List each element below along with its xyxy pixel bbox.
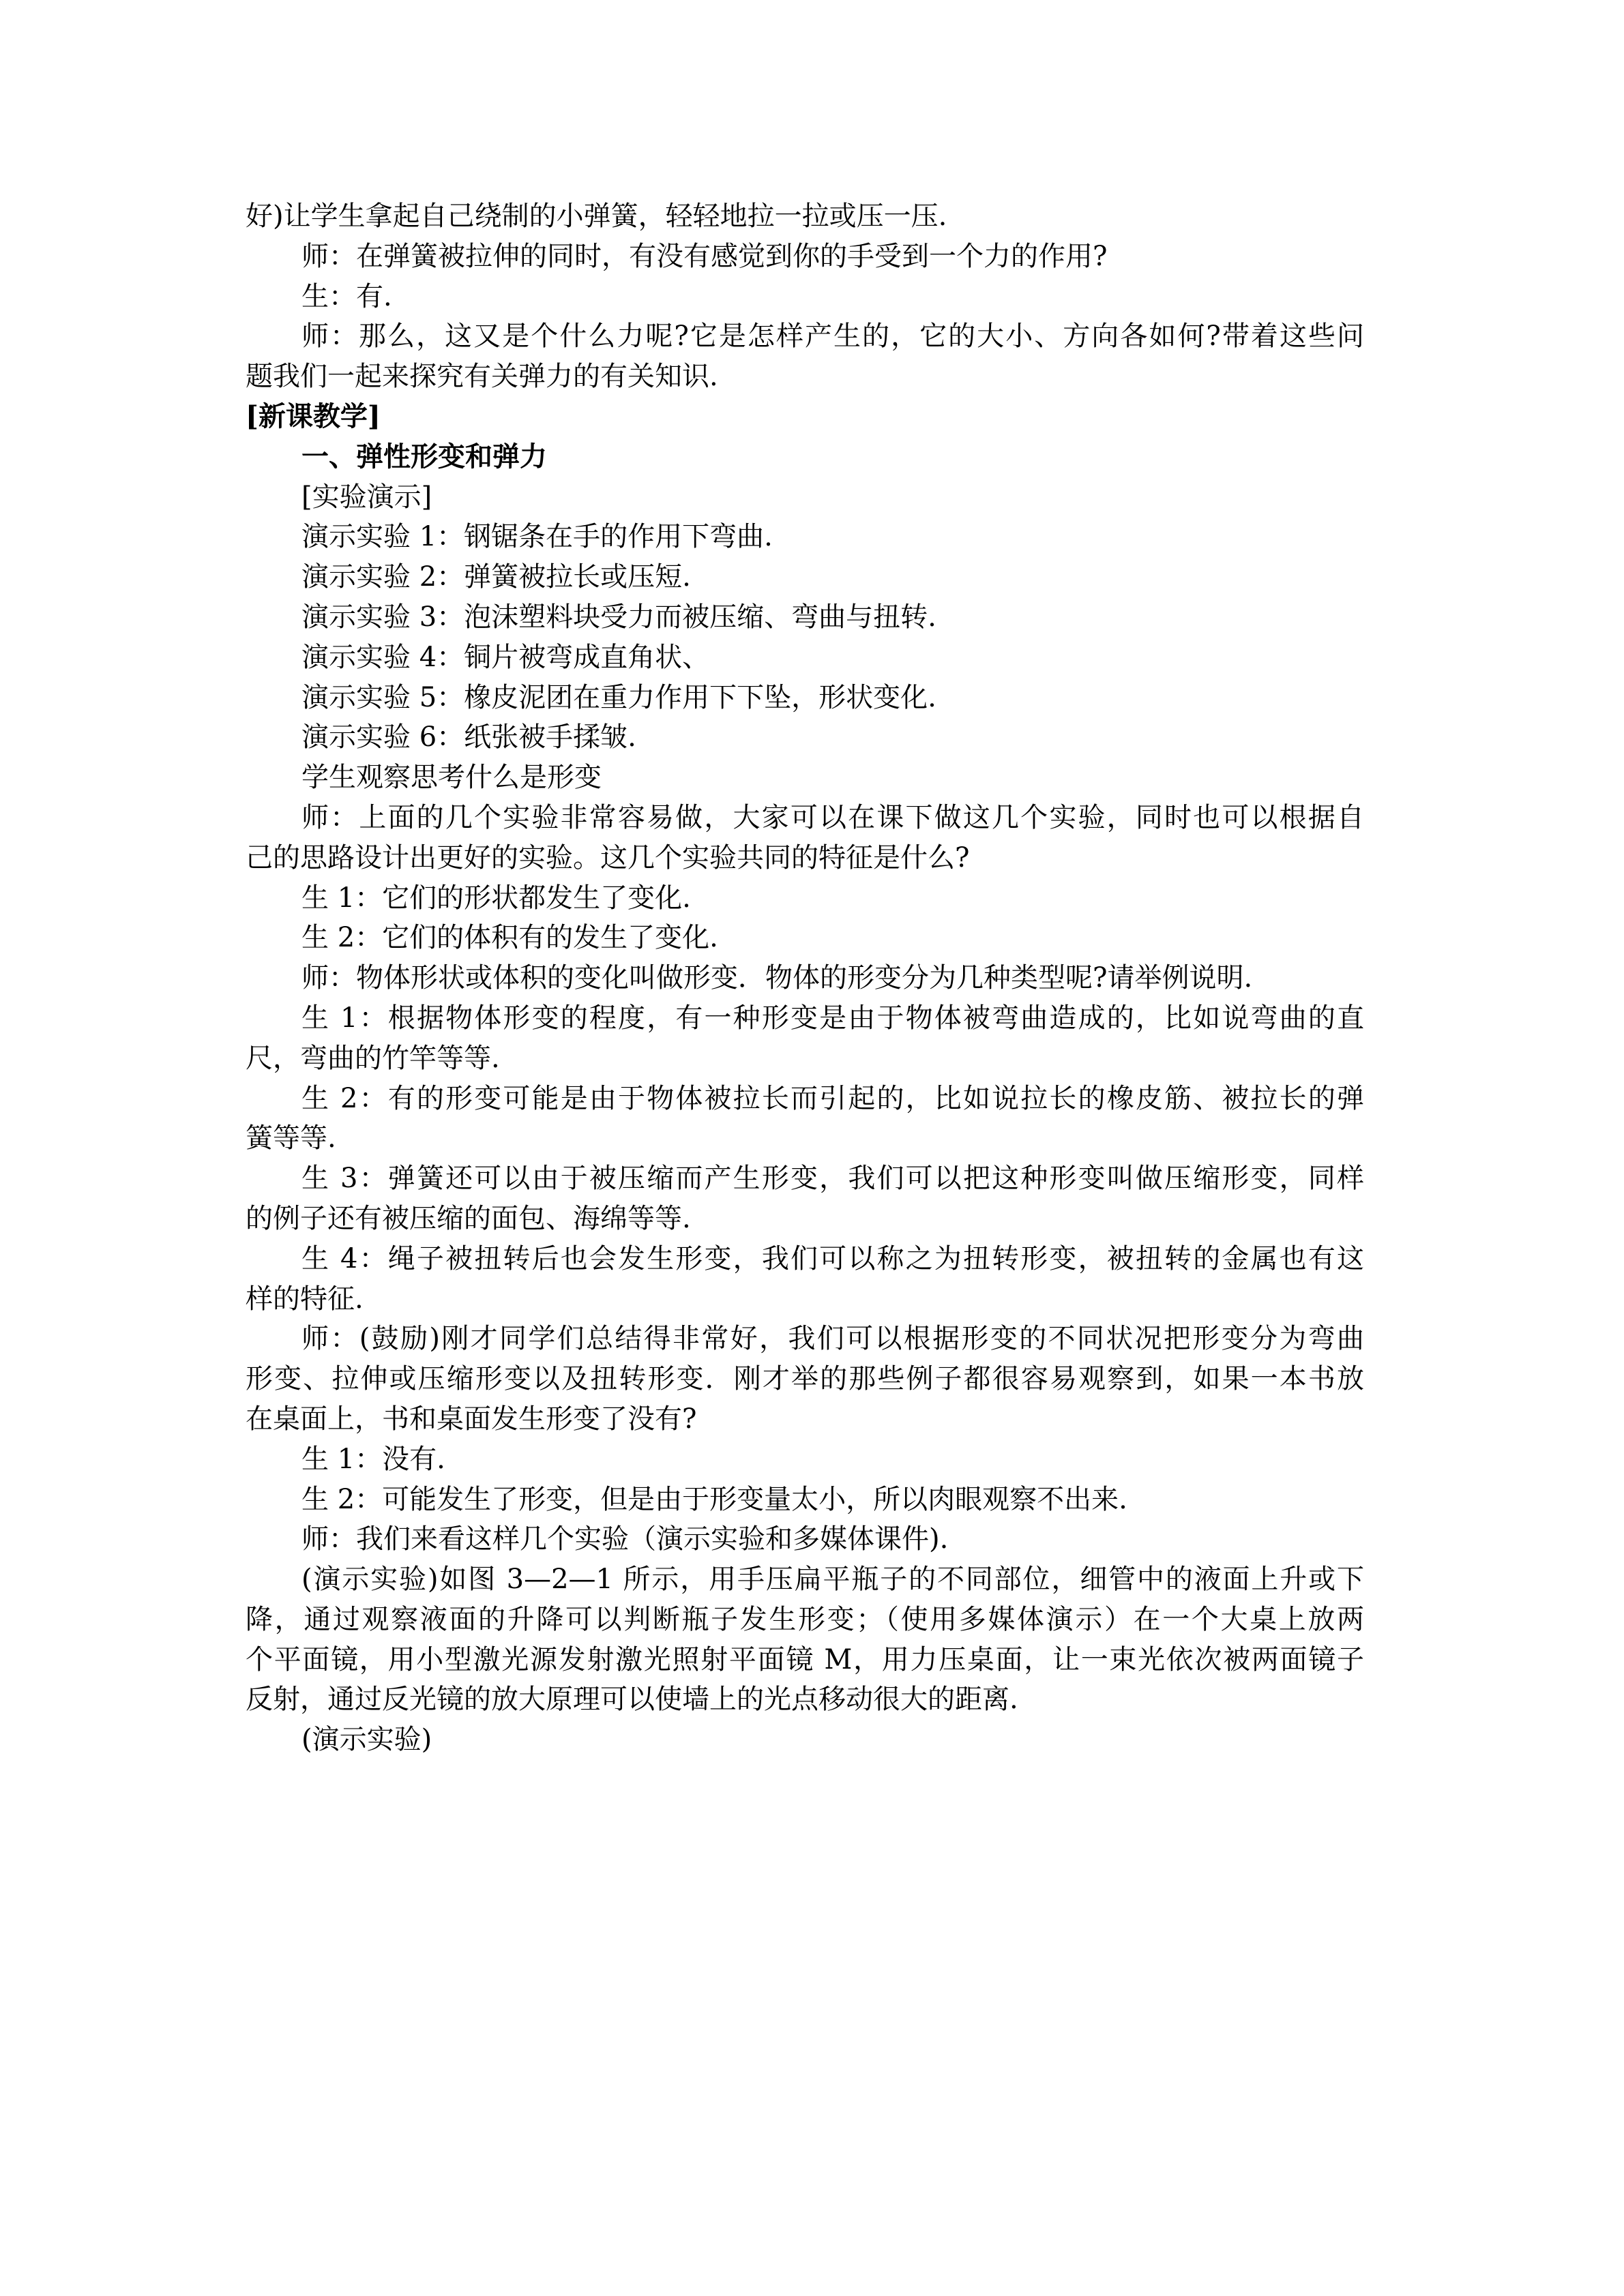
paragraph-line: 在桌面上，书和桌面发生形变了没有? (246, 1403, 697, 1435)
paragraph-line: 师：上面的几个实验非常容易做，大家可以在课下做这几个实验，同时也可以根据自 (301, 801, 1364, 833)
document-body (246, 196, 1364, 1760)
paragraph-line: 学生观察思考什么是形变 (301, 762, 602, 794)
paragraph-line: 师：物体形状或体积的变化叫做形变．物体的形变分为几种类型呢?请举例说明. (301, 962, 1253, 994)
paragraph-line: [实验演示] (301, 481, 432, 513)
experiment-item: 演示实验 3：泡沫塑料块受力而被压缩、弯曲与扭转. (301, 601, 936, 633)
paragraph-line: 的例子还有被压缩的面包、海绵等等. (246, 1202, 691, 1234)
experiment-item: 演示实验 5：橡皮泥团在重力作用下下坠，形状变化. (301, 681, 936, 713)
paragraph-line: 生 1：根据物体形变的程度，有一种形变是由于物体被弯曲造成的，比如说弯曲的直 (301, 1002, 1364, 1034)
paragraph-line: 生：有. (301, 280, 392, 312)
paragraph-line: 生 2：它们的体积有的发生了变化. (301, 922, 718, 954)
paragraph-line: 师：(鼓励)刚才同学们总结得非常好，我们可以根据形变的不同状况把形变分为弯曲 (301, 1323, 1364, 1355)
paragraph-line: 生 2：有的形变可能是由于物体被拉长而引起的，比如说拉长的橡皮筋、被拉长的弹 (301, 1082, 1364, 1114)
paragraph-line: 生 3：弹簧还可以由于被压缩而产生形变，我们可以把这种形变叫做压缩形变，同样 (301, 1163, 1364, 1195)
paragraph-line: 好)让学生拿起自己绕制的小弹簧，轻轻地拉一拉或压一压. (246, 200, 947, 232)
paragraph-line: 生 4：绳子被扭转后也会发生形变，我们可以称之为扭转形变，被扭转的金属也有这 (301, 1242, 1364, 1274)
paragraph-line: (演示实验) (301, 1724, 432, 1756)
paragraph-line: 反射，通过反光镜的放大原理可以使墙上的光点移动很大的距离. (246, 1684, 1018, 1716)
paragraph-line: 形变、拉伸或压缩形变以及扭转形变．刚才举的那些例子都很容易观察到，如果一本书放 (246, 1363, 1364, 1395)
paragraph-line: 尺，弯曲的竹竿等等. (246, 1042, 500, 1074)
paragraph-line: 师：在弹簧被拉伸的同时，有没有感觉到你的手受到一个力的作用? (301, 240, 1108, 272)
paragraph-line: 生 1：它们的形状都发生了变化. (301, 882, 691, 914)
paragraph-line: 样的特征. (246, 1283, 364, 1315)
paragraph-line: 师：我们来看这样几个实验（演示实验和多媒体课件). (301, 1523, 949, 1555)
paragraph-line: 生 1：没有. (301, 1443, 445, 1475)
experiment-item: 演示实验 1：钢锯条在手的作用下弯曲. (301, 521, 773, 553)
paragraph-line: (演示实验)如图 3—2—1 所示，用手压扁平瓶子的不同部位，细管中的液面上升或下 (301, 1564, 1364, 1596)
paragraph-line: 己的思路设计出更好的实验。这几个实验共同的特征是什么? (246, 841, 970, 874)
paragraph-line: 降，通过观察液面的升降可以判断瓶子发生形变；（使用多媒体演示）在一个大桌上放两 (246, 1603, 1364, 1635)
paragraph-line: 题我们一起来探究有关弹力的有关知识. (246, 361, 718, 393)
paragraph-line: 个平面镜，用小型激光源发射激光照射平面镜 M，用力压桌面，让一束光依次被两面镜子 (246, 1643, 1364, 1675)
paragraph-line: 生 2：可能发生了形变，但是由于形变量太小，所以肉眼观察不出来. (301, 1483, 1127, 1515)
paragraph-line: 师：那么，这又是个什么力呢?它是怎样产生的，它的大小、方向各如何?带着这些问 (301, 320, 1364, 353)
experiment-item: 演示实验 2：弹簧被拉长或压短. (301, 561, 691, 593)
subsection-heading: 一、弹性形变和弹力 (301, 440, 547, 473)
experiment-item: 演示实验 6：纸张被手揉皱. (301, 721, 636, 754)
experiment-item: 演示实验 4：铜片被弯成直角状、 (301, 641, 710, 673)
paragraph-line: 簧等等. (246, 1122, 336, 1154)
section-heading: [新课教学] (246, 400, 381, 432)
